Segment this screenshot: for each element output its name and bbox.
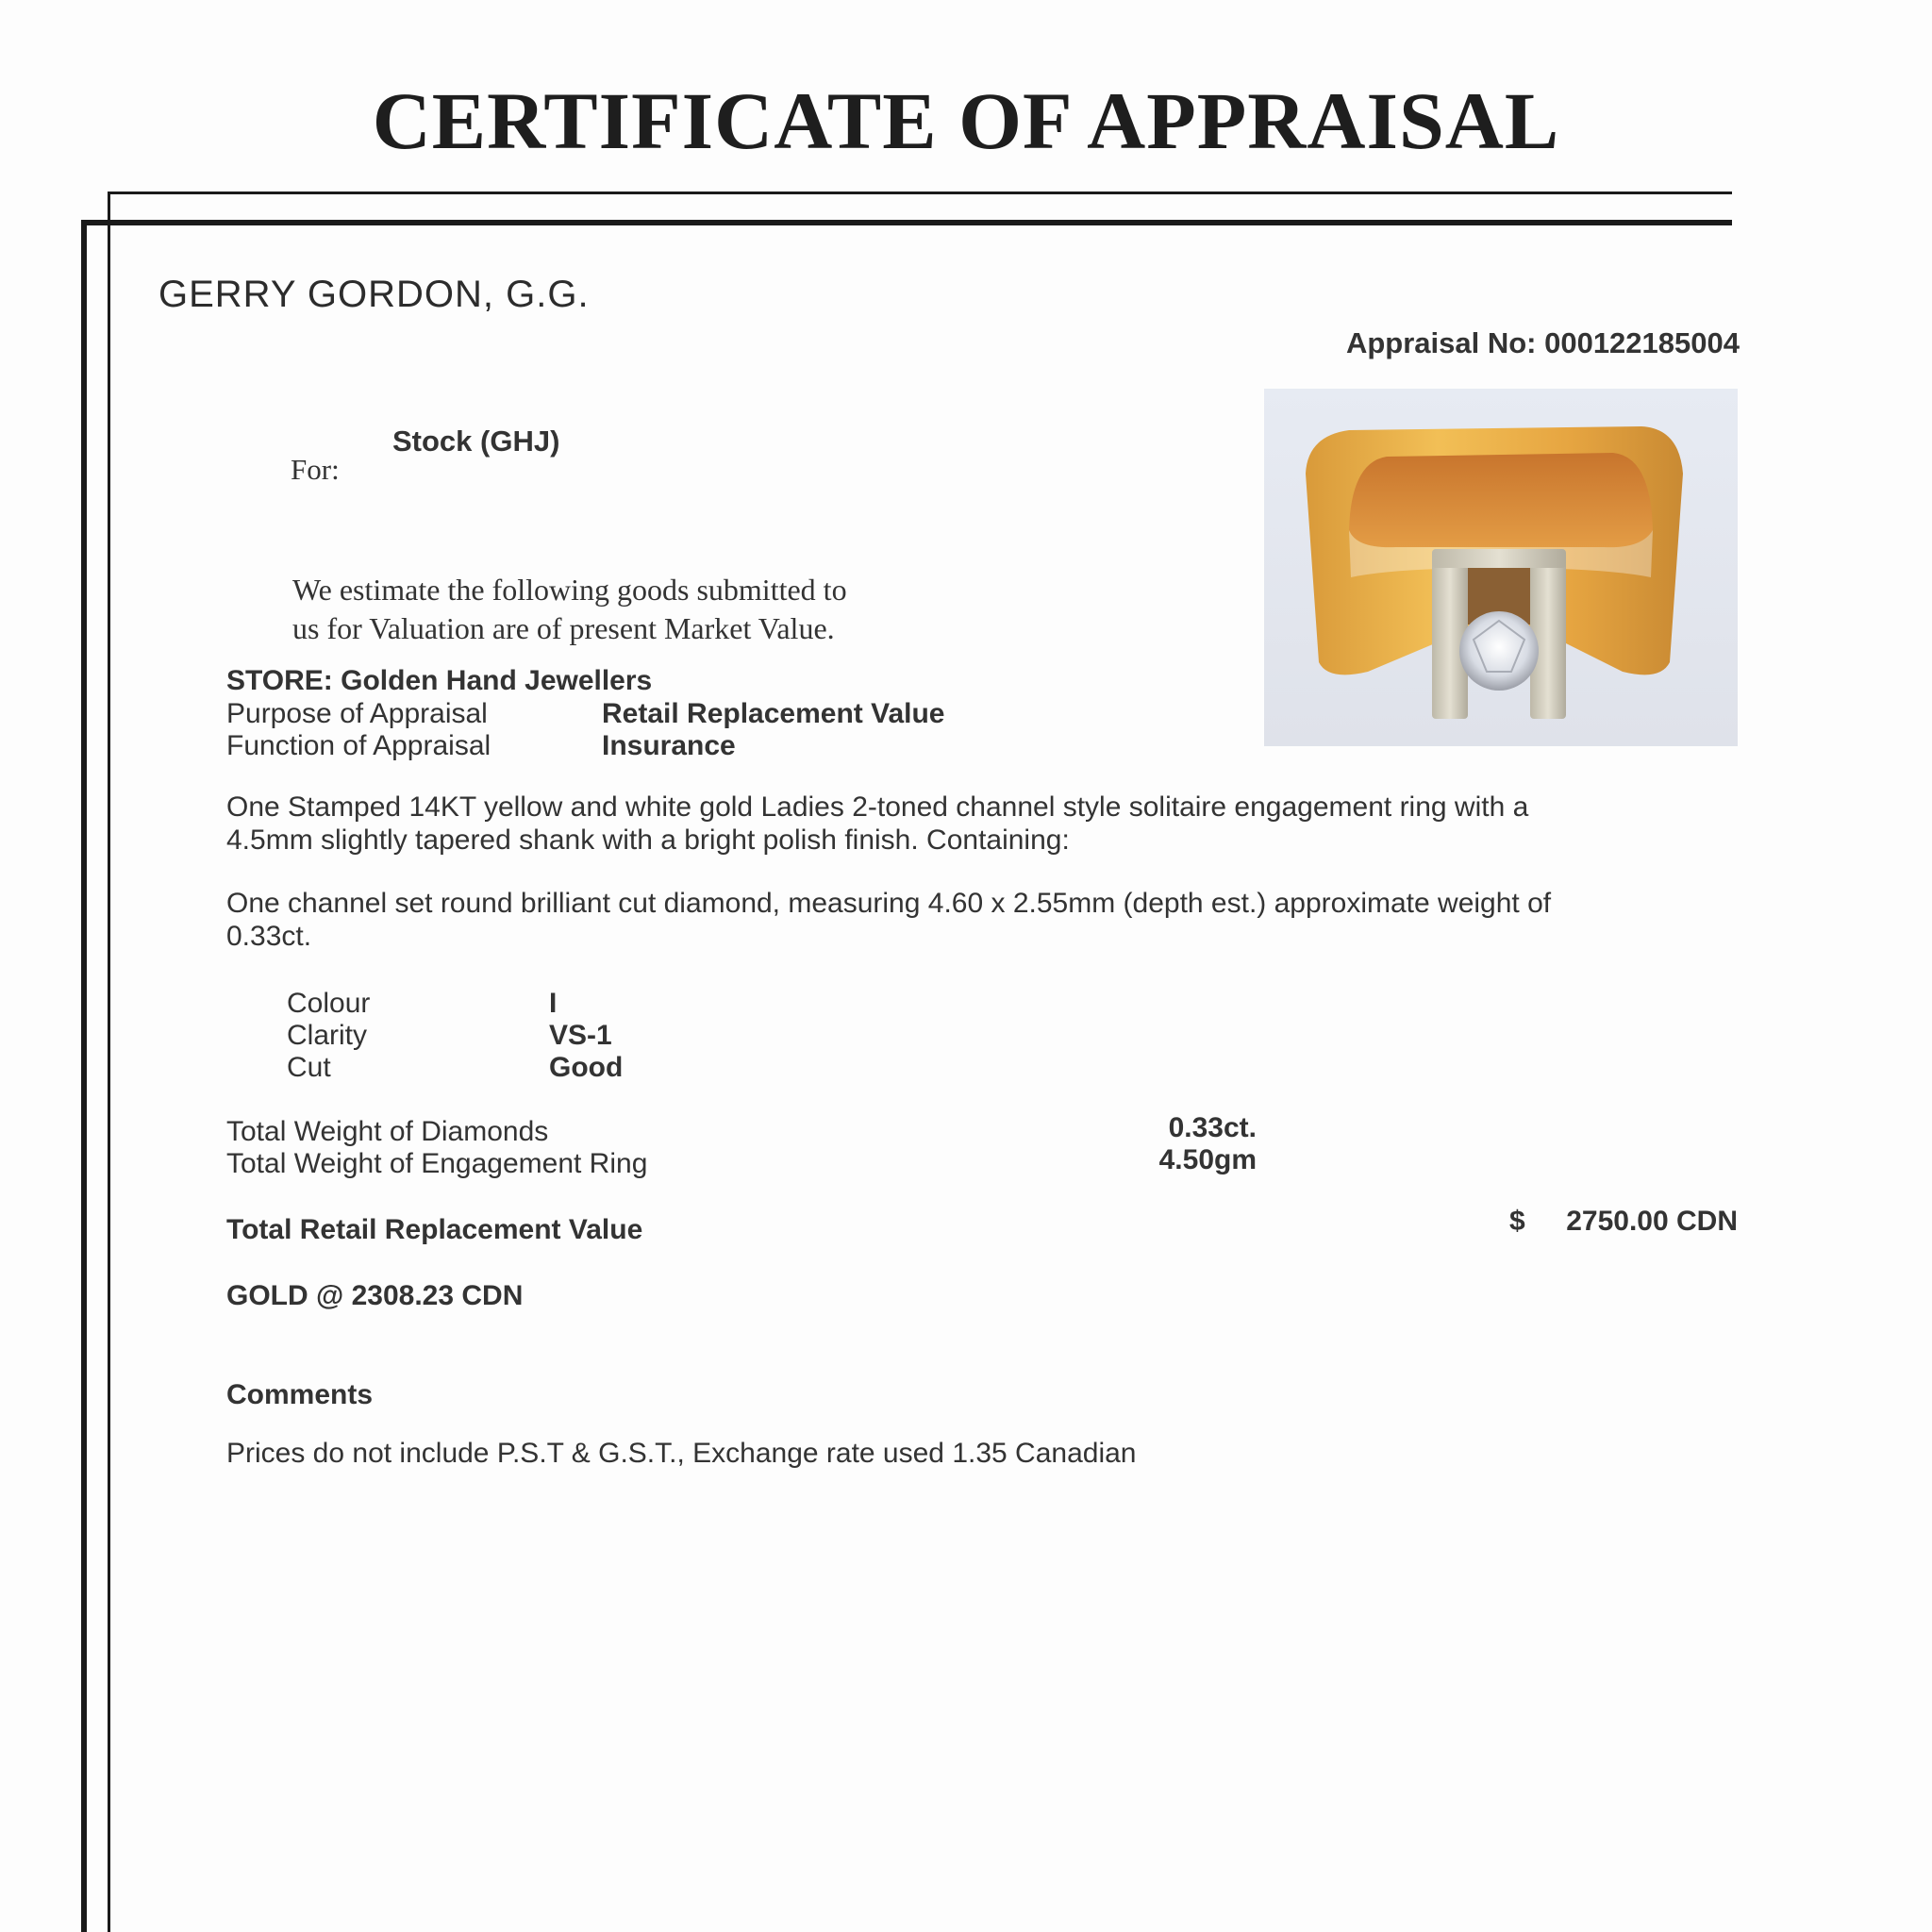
cut-value: Good [549,1052,624,1083]
clarity-label: Clarity [287,1020,368,1051]
border-rule-left-outer [81,220,87,1932]
colour-value: I [549,988,558,1019]
function-value: Insurance [602,730,736,761]
currency-symbol: $ [1509,1206,1525,1237]
cut-label: Cut [287,1052,331,1083]
diamond [1459,611,1539,691]
comments-heading: Comments [226,1379,374,1410]
ring-band-inner [1349,453,1653,547]
total-weight-diamonds-value: 0.33ct. [1168,1112,1257,1143]
channel-top [1432,549,1566,568]
total-weight-ring-value: 4.50gm [1158,1144,1257,1175]
for-label: For: [291,453,340,486]
ring-description: One Stamped 14KT yellow and white gold Ladies 2-toned channel style solitaire engagement ring with a 4.5mm slightly tapered shank with a bright polish finish. Containing: [226,791,1529,856]
total-weight-ring-label: Total Weight of Engagement Ring [226,1148,648,1179]
for-value: Stock (GHJ) [392,425,560,458]
gold-price: GOLD @ 2308.23 CDN [226,1280,524,1311]
total-value-amount: 2750.00 CDN [1566,1206,1738,1237]
appraiser-name: GERRY GORDON, G.G. [158,274,590,315]
diamond-description: One channel set round brilliant cut diamond, measuring 4.60 x 2.55mm (depth est.) approximate weight of 0.33ct. [226,888,1552,952]
function-label: Function of Appraisal [226,730,491,761]
store-name: STORE: Golden Hand Jewellers [226,665,653,696]
purpose-label: Purpose of Appraisal [226,698,488,729]
total-weight-diamonds-label: Total Weight of Diamonds [226,1116,549,1147]
border-rule-top-outer [108,192,1732,194]
total-value-label: Total Retail Replacement Value [226,1214,643,1245]
purpose-value: Retail Replacement Value [602,698,945,729]
border-rule-left-inner [108,192,110,1932]
clarity-value: VS-1 [549,1020,612,1051]
ring-photo [1264,389,1738,746]
colour-label: Colour [287,988,371,1019]
estimate-statement-line-1: We estimate the following goods submitted to [292,573,847,607]
estimate-statement-line-2: us for Valuation are of present Market Value. [292,611,835,645]
border-rule-top-inner [81,220,1732,225]
comments-text: Prices do not include P.S.T & G.S.T., Exchange rate used 1.35 Canadian [226,1438,1137,1469]
appraisal-number: Appraisal No: 000122185004 [1345,326,1740,359]
certificate-title: CERTIFICATE OF APPRAISAL [372,75,1560,166]
